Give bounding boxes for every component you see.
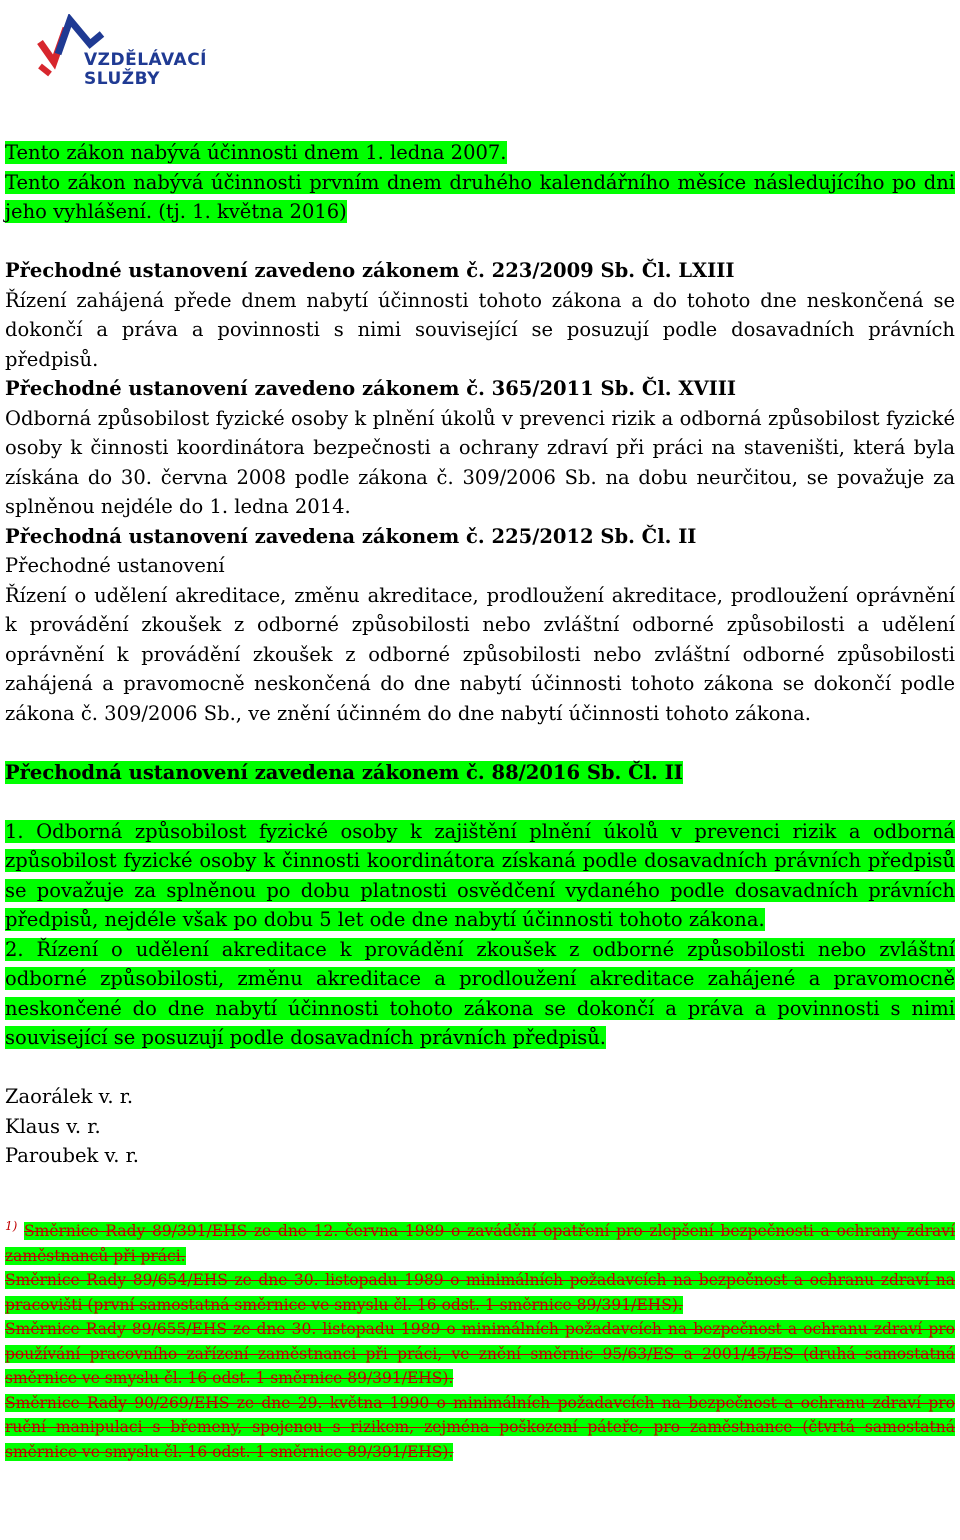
- footnote-2-text: Směrnice Rady 89/654/EHS ze dne 30. listopadu 1989 o minimálních požadavcích na bezpečnost a ochranu zdraví na pracovišti (první samostatná směrnice ve smyslu čl. 16 odst. 1 směrnice 89/391/EHS).: [5, 1271, 955, 1314]
- signature-3: Paroubek v. r.: [5, 1144, 140, 1167]
- footnote-3: [5, 1317, 955, 1391]
- section-88-paragraph-2: [5, 935, 955, 1053]
- effective-date-1-text: Tento zákon nabývá účinnosti dnem 1. ledna 2007.: [5, 141, 507, 164]
- effective-date-2: [5, 168, 955, 227]
- section-88-heading-text: Přechodná ustanovení zavedena zákonem č. 88/2016 Sb. Čl. II: [5, 760, 683, 784]
- section-88-heading: [5, 758, 955, 788]
- footnote-marker: 1): [5, 1219, 18, 1233]
- section-365-heading: Přechodné ustanovení zavedeno zákonem č. 365/2011 Sb. Čl. XVIII: [5, 377, 736, 400]
- footnote-4-text: Směrnice Rady 90/269/EHS ze dne 29. května 1990 o minimálních požadavcích na bezpečnost a ochranu zdraví pro ruční manipulaci s břemeny, spojenou s rizikem, zejména poškození páteře, pro zaměstnance (čtvrtá samostatná směrnice ve smyslu čl. 16 odst. 1 směrnice 89/391/EHS).: [5, 1393, 955, 1461]
- document-body: [5, 138, 955, 1464]
- section-88-paragraph-2-text: 2. Řízení o udělení akreditace k provádění zkoušek z odborné způsobilosti nebo zvláštní odborné způsobilosti, změnu akreditace a prodloužení akreditace zahájené a pravomocně neskončené do dne nabytí účinnosti tohoto zákona se dokončí a práva a povinnosti s nimi související se posuzují podle dosavadních právních předpisů.: [5, 937, 955, 1049]
- section-225-subheading: Přechodné ustanovení: [5, 554, 225, 577]
- logo: [36, 14, 208, 89]
- logo-line-1: VZDĚLÁVACÍ: [84, 50, 208, 70]
- section-88-paragraph-1: [5, 817, 955, 935]
- effective-date-1: [5, 138, 955, 168]
- logo-text: [84, 51, 207, 89]
- effective-date-2-text: Tento zákon nabývá účinnosti prvním dnem druhého kalendářního měsíce následujícího po dni jeho vyhlášení. (tj. 1. května 2016): [5, 170, 955, 223]
- footnote-1: [5, 1214, 955, 1268]
- footnote-2: [5, 1268, 955, 1317]
- signature-2: Klaus v. r.: [5, 1114, 101, 1138]
- footnote-1-text: Směrnice Rady 89/391/EHS ze dne 12. června 1989 o zavádění opatření pro zlepšení bezpečnosti a ochrany zdraví zaměstnanců při práci.: [5, 1222, 955, 1265]
- section-225-body: Řízení o udělení akreditace, změnu akreditace, prodloužení akreditace, prodloužení oprávnění k provádění zkoušek z odborné způsobilosti nebo zvláštní odborné způsobilosti a udělení oprávnění k provádění zkoušek z odborné způsobilosti nebo zvláštní odborné způsobilosti zahájená a pravomocně neskončená do dne nabytí účinnosti tohoto zákona se dokončí podle zákona č. 309/2006 Sb., ve znění účinném do dne nabytí účinnosti tohoto zákona.: [5, 583, 955, 725]
- section-225-heading: Přechodná ustanovení zavedena zákonem č. 225/2012 Sb. Čl. II: [5, 524, 697, 548]
- section-223-heading: Přechodné ustanovení zavedeno zákonem č. 223/2009 Sb. Čl. LXIII: [5, 259, 735, 282]
- section-223-body: Řízení zahájená přede dnem nabytí účinnosti tohoto zákona a do tohoto dne neskončená se dokončí a práva a povinnosti s nimi související se posuzují podle dosavadních právních předpisů.: [5, 288, 955, 371]
- section-365-body: Odborná způsobilost fyzické osoby k plnění úkolů v prevenci rizik a odborná způsobilost fyzické osoby k činnosti koordinátora bezpečnosti a ochrany zdraví při práci na staveništi, která byla získána do 30. června 2008 podle zákona č. 309/2006 Sb. na dobu neurčitou, se považuje za splněnou nejdéle do 1. ledna 2014.: [5, 406, 955, 518]
- footnote-4: [5, 1391, 955, 1465]
- signature-1: Zaorálek v. r.: [5, 1085, 134, 1108]
- logo-line-2: SLUŽBY: [84, 69, 160, 89]
- section-88-paragraph-1-text: 1. Odborná způsobilost fyzické osoby k zajištění plnění úkolů v prevenci rizik a odborná způsobilost fyzické osoby k činnosti koordinátora získaná podle dosavadních právních předpisů se považuje za splněnou po dobu platnosti osvědčení vydaného podle dosavadních právních předpisů, nejdéle však po dobu 5 let ode dne nabytí účinnosti tohoto zákona.: [5, 819, 955, 931]
- footnote-3-text: Směrnice Rady 89/655/EHS ze dne 30. listopadu 1989 o minimálních požadavcích na bezpečnost a ochranu zdraví pro používání pracovního zařízení zaměstnanci při práci, ve znění směrnic 95/63/ES a 2001/45/ES (druhá samostatná směrnice ve smyslu čl. 16 odst. 1 směrnice 89/391/EHS).: [5, 1320, 955, 1388]
